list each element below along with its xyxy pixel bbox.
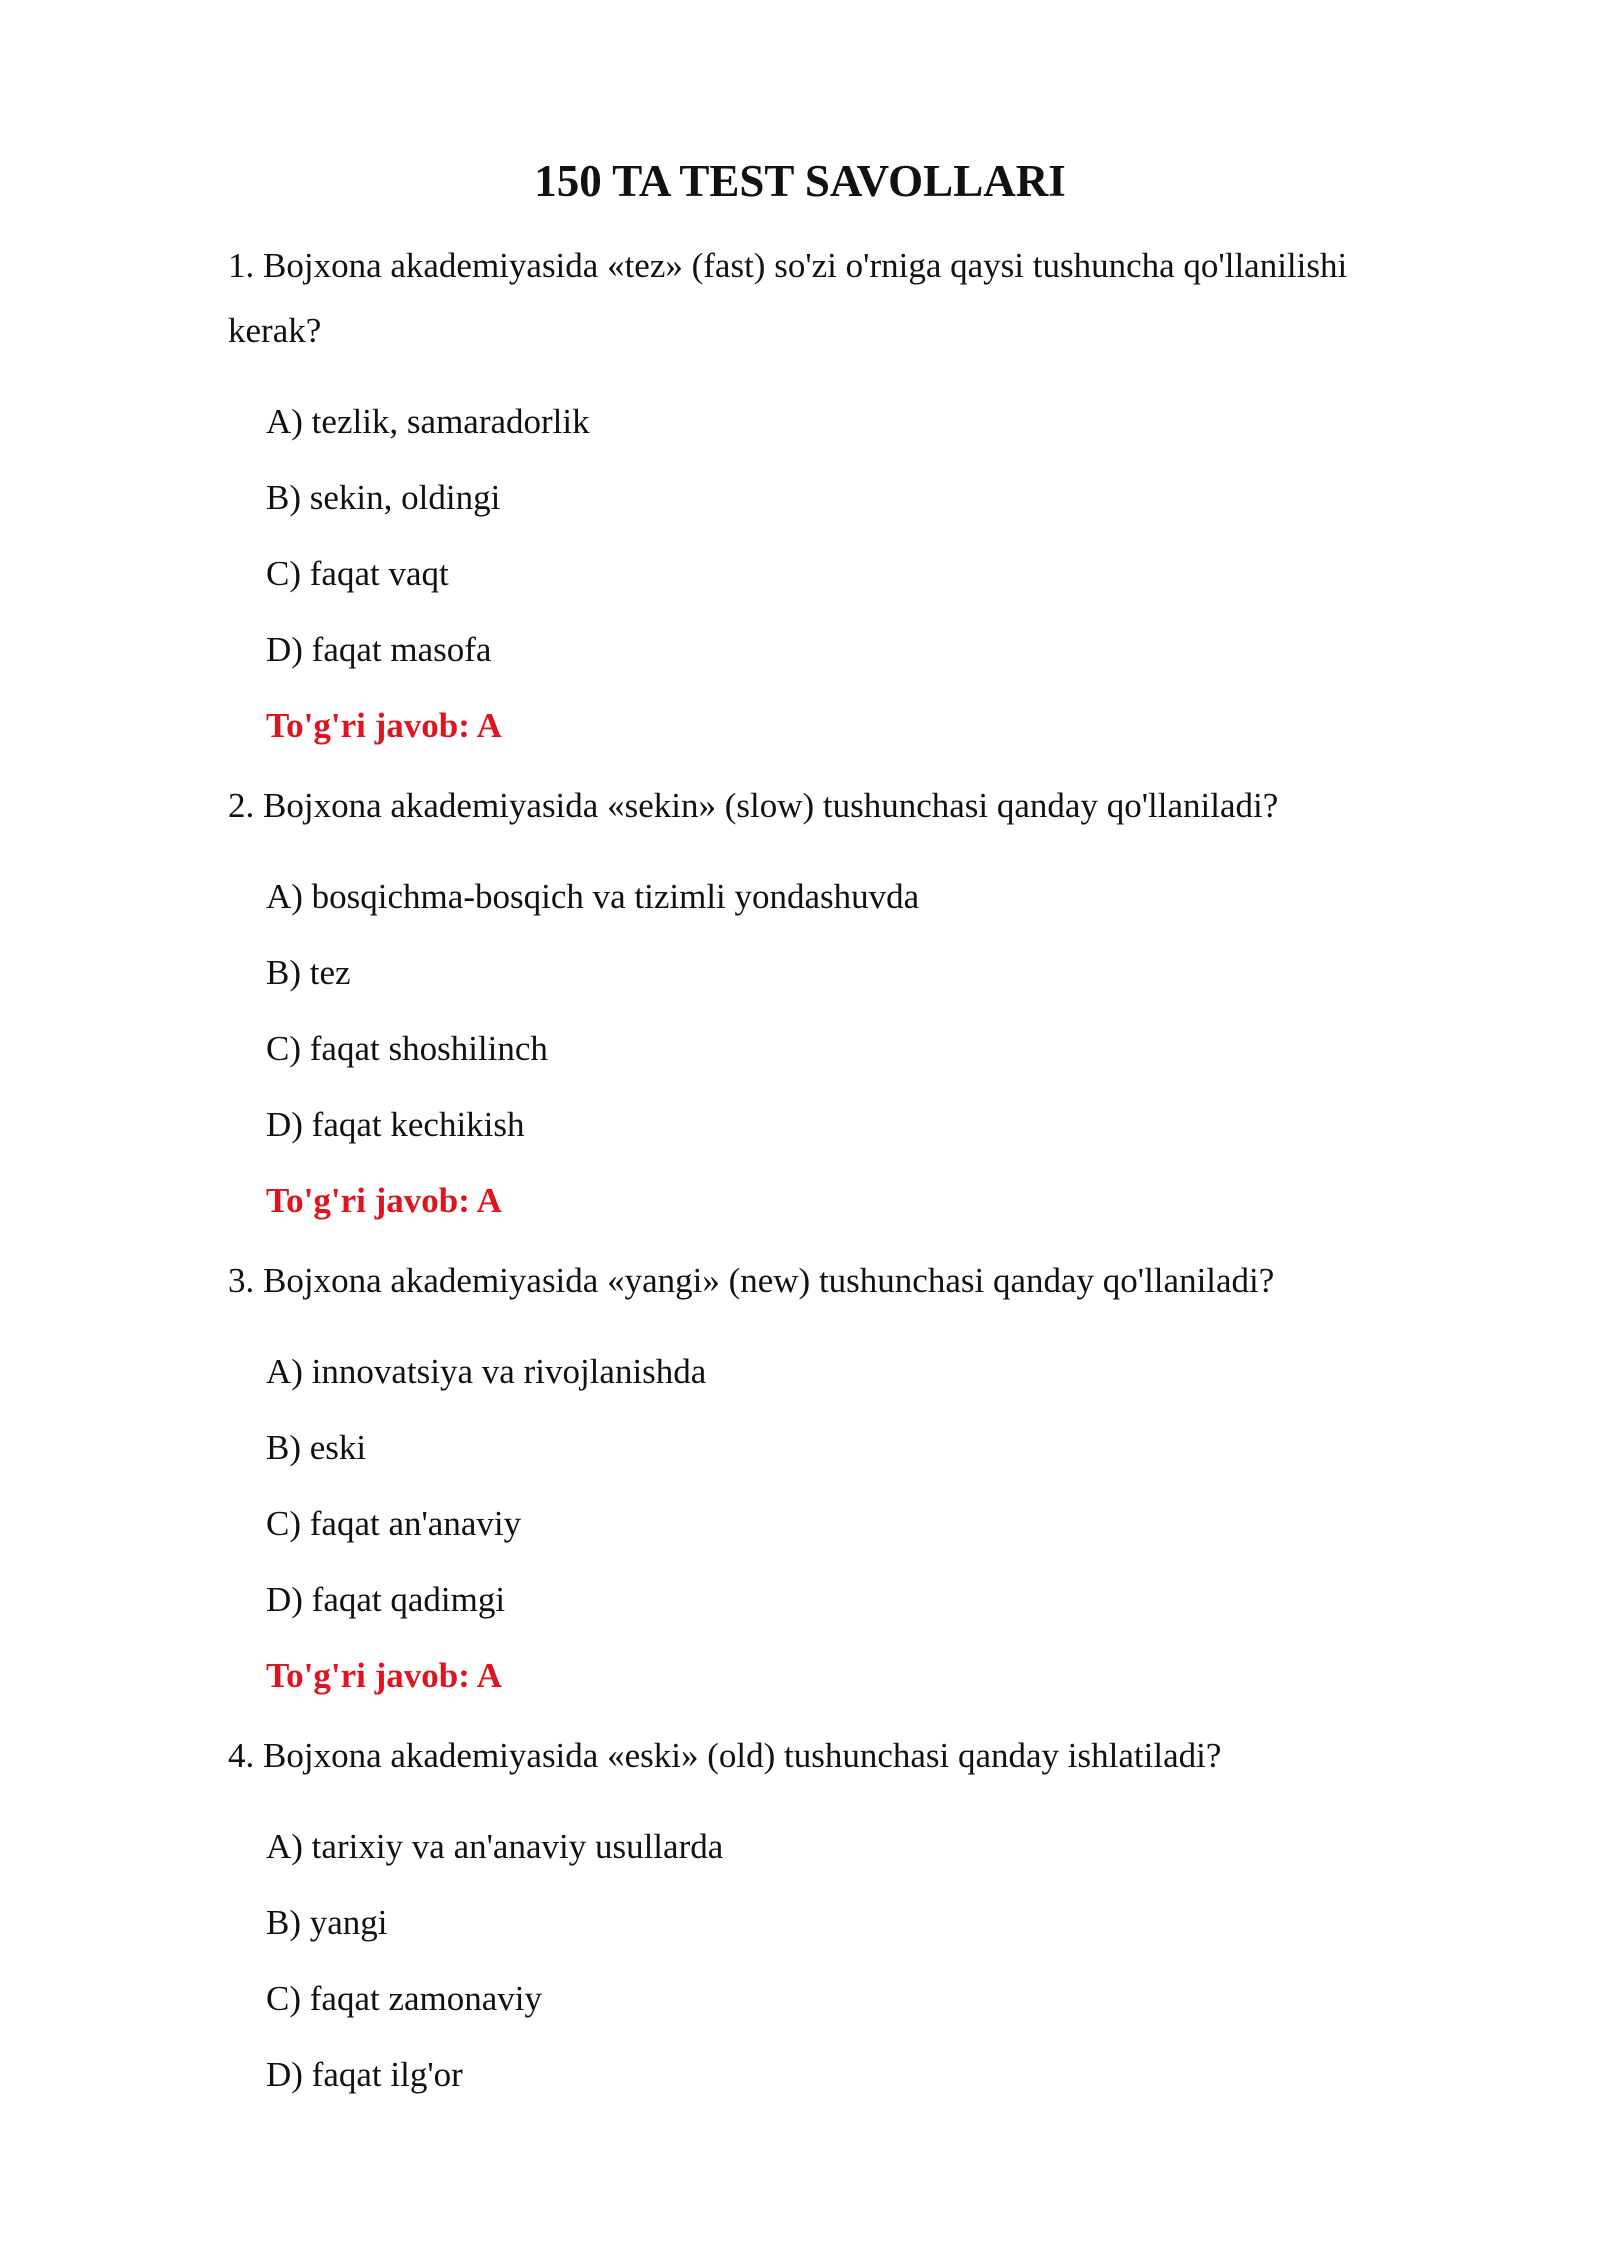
question-1-option-c: C) faqat vaqt (266, 554, 449, 593)
question-3-option-a: A) innovatsiya va rivojlanishda (266, 1352, 707, 1391)
question-4-option-d: D) faqat ilg'or (266, 2055, 463, 2094)
question-4-text: 4. Bojxona akademiyasida «eski» (old) tushunchasi qanday ishlatiladi? (228, 1736, 1222, 1775)
question-4-option-c: C) faqat zamonaviy (266, 1979, 543, 2018)
question-3-option-d: D) faqat qadimgi (266, 1580, 506, 1619)
question-1-option-b: B) sekin, oldingi (266, 478, 501, 517)
question-2-option-c: C) faqat shoshilinch (266, 1029, 548, 1068)
page-title: 150 TA TEST SAVOLLARI (534, 156, 1066, 206)
question-2-option-d: D) faqat kechikish (266, 1105, 525, 1144)
question-1-answer: To'g'ri javob: A (266, 706, 502, 745)
question-3-text: 3. Bojxona akademiyasida «yangi» (new) tushunchasi qanday qo'llaniladi? (228, 1261, 1275, 1300)
question-4-option-b: B) yangi (266, 1903, 388, 1942)
question-3-option-b: B) eski (266, 1428, 367, 1467)
question-4-option-a: A) tarixiy va an'anaviy usullarda (266, 1827, 724, 1866)
question-3-option-c: C) faqat an'anaviy (266, 1504, 522, 1543)
question-2-answer: To'g'ri javob: A (266, 1181, 502, 1220)
question-2-option-a: A) bosqichma-bosqich va tizimli yondashuvda (266, 877, 920, 916)
question-1-text: 1. Bojxona akademiyasida «tez» (fast) so'zi o'rniga qaysi tushuncha qo'llanilishi kerak? (228, 246, 1348, 350)
question-2-text: 2. Bojxona akademiyasida «sekin» (slow) tushunchasi qanday qo'llaniladi? (228, 786, 1279, 825)
question-1-option-a: A) tezlik, samaradorlik (266, 402, 590, 441)
question-1-option-d: D) faqat masofa (266, 630, 492, 669)
question-3-answer: To'g'ri javob: A (266, 1656, 502, 1695)
question-2-option-b: B) tez (266, 953, 351, 992)
